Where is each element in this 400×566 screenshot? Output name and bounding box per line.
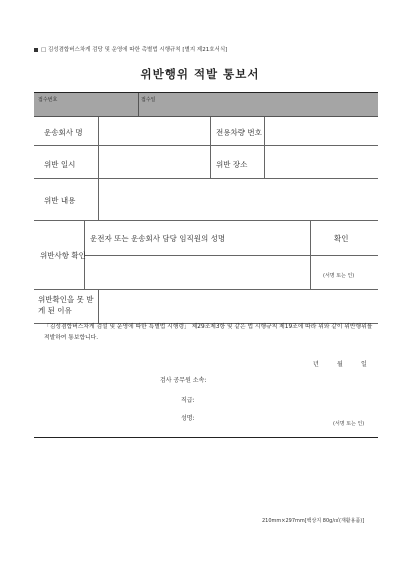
row-divider <box>34 220 378 221</box>
violation-confirm-label: 위반사항 확인 <box>40 251 86 260</box>
paper-spec-footer: 210mm×297mm[백상지 80g/㎡(재활용품)] <box>262 518 365 524</box>
violation-datetime-label: 위반 일시 <box>44 160 76 169</box>
violation-place-label: 위반 장소 <box>216 160 248 169</box>
receipt-divider <box>138 93 139 116</box>
row-divider <box>34 145 378 146</box>
violation-form <box>34 92 378 438</box>
column-divider <box>264 117 265 178</box>
date-month-label: 월 <box>337 361 343 368</box>
unconfirmed-reason-label: 위반확인을 못 받게 된 이유 <box>38 295 94 315</box>
notice-body-text: 「김성겸합버스차게 검설 및 운영에 따한 특별법 시행령」 제29조제3항 및 같은 법 시행규칙 제19조에 따라 위와 같이 위반행위를 적발하여 통보합니다. <box>44 324 373 341</box>
form-reference-text: □ 김성겸합버스차게 검당 및 운영에 따한 촉별법 시행규칙 [별지 제21호서식] <box>41 47 228 53</box>
confirm-signature-note: (서명 또는 인) <box>323 273 355 279</box>
inspector-sign-note: (서명 또는 인) <box>333 421 365 427</box>
violation-content-label: 위반 내용 <box>44 196 76 205</box>
inspector-position-label: 직급: <box>181 397 195 404</box>
column-divider <box>210 117 211 178</box>
column-divider <box>98 178 99 220</box>
receipt-row <box>34 93 378 117</box>
column-divider <box>98 117 99 178</box>
form-reference <box>34 45 227 53</box>
confirm-name-header: 운전자 또는 운송회사 담당 임직원의 성명 <box>90 234 226 243</box>
row-divider <box>84 255 378 256</box>
inspector-affiliation-label: 검사 공무원 소속: <box>160 377 207 384</box>
inspector-name-label: 성명: <box>181 415 195 422</box>
receipt-date-label: 접수일 <box>141 97 156 103</box>
page-title: 위반행위 적발 통보서 <box>140 67 260 81</box>
date-day-label: 일 <box>361 361 367 368</box>
receipt-number-label: 접수번호 <box>38 97 58 103</box>
square-bullet-icon <box>34 48 38 52</box>
company-name-label: 운송회사 명 <box>44 128 83 137</box>
date-year-label: 년 <box>313 361 319 368</box>
column-divider <box>98 289 99 323</box>
vehicle-number-label: 전용차량 번호 <box>216 128 262 137</box>
row-divider <box>34 289 378 290</box>
column-divider <box>310 220 311 289</box>
confirm-check-header: 확인 <box>334 234 349 243</box>
row-divider <box>34 178 378 179</box>
